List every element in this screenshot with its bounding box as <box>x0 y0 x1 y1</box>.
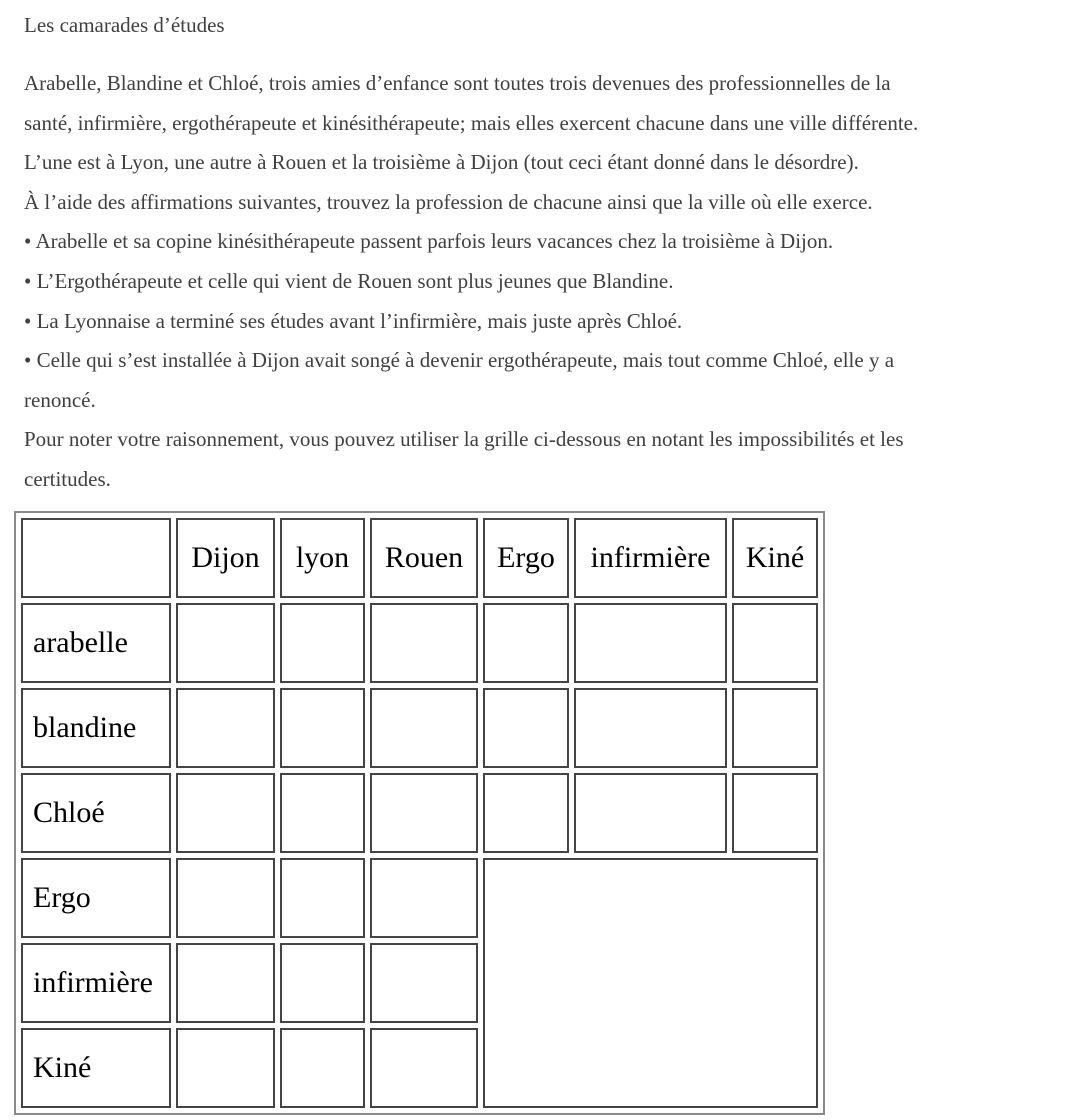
grid-row-chloe <box>21 773 818 853</box>
grid-cell[interactable] <box>732 603 818 683</box>
grid-row-ergo <box>21 858 818 938</box>
clue-3: • La Lyonnaise a terminé ses études avant l’infirmière, mais juste après Chloé. <box>24 308 683 333</box>
text-line: santé, infirmière, ergothérapeute et kinésithérapeute; mais elles exercent chacune dans une ville différente. <box>24 110 919 135</box>
row-header-chloe: Chloé <box>21 773 171 853</box>
grid-cell[interactable] <box>176 943 275 1023</box>
grid-cell[interactable] <box>574 773 727 853</box>
column-header-lyon: lyon <box>280 518 365 598</box>
grid-cell[interactable] <box>176 688 275 768</box>
grid-empty-block <box>483 858 818 1108</box>
row-header-kine: Kiné <box>21 1028 171 1108</box>
grid-cell[interactable] <box>574 688 727 768</box>
grid-cell[interactable] <box>176 858 275 938</box>
grid-cell[interactable] <box>280 943 365 1023</box>
grid-header-row <box>21 518 818 598</box>
page-title: Les camarades d’études <box>24 13 225 37</box>
grid-cell[interactable] <box>280 688 365 768</box>
grid-cell[interactable] <box>370 688 478 768</box>
row-header-ergo: Ergo <box>21 858 171 938</box>
grid-cell[interactable] <box>370 1028 478 1108</box>
grid-cell[interactable] <box>176 1028 275 1108</box>
grid-cell[interactable] <box>732 688 818 768</box>
grid-cell[interactable] <box>483 773 569 853</box>
row-header-blandine: blandine <box>21 688 171 768</box>
grid-row-arabelle <box>21 603 818 683</box>
clue-1: • Arabelle et sa copine kinésithérapeute passent parfois leurs vacances chez la troisième à Dijon. <box>24 229 834 254</box>
text-line: Arabelle, Blandine et Chloé, trois amies d’enfance sont toutes trois devenues des professionnelles de la <box>24 71 891 95</box>
grid-corner-cell <box>21 518 171 598</box>
grid-row-blandine <box>21 688 818 768</box>
grid-cell[interactable] <box>280 603 365 683</box>
column-header-ergo: Ergo <box>483 518 569 598</box>
column-header-infirmiere: infirmière <box>574 518 727 598</box>
grid-cell[interactable] <box>370 773 478 853</box>
clue-2: • L’Ergothérapeute et celle qui vient de Rouen sont plus jeunes que Blandine. <box>24 268 674 293</box>
column-header-rouen: Rouen <box>370 518 478 598</box>
text-line: L’une est à Lyon, une autre à Rouen et la troisième à Dijon (tout ceci étant donné dans le désordre). <box>24 150 859 175</box>
text-line: certitudes. <box>24 466 111 491</box>
logic-grid-container <box>14 511 825 1115</box>
grid-cell[interactable] <box>483 688 569 768</box>
grid-cell[interactable] <box>280 773 365 853</box>
grid-cell[interactable] <box>176 773 275 853</box>
grid-cell[interactable] <box>280 858 365 938</box>
grid-cell[interactable] <box>176 603 275 683</box>
grid-cell[interactable] <box>280 1028 365 1108</box>
grid-cell[interactable] <box>370 858 478 938</box>
column-header-dijon: Dijon <box>176 518 275 598</box>
grid-cell[interactable] <box>574 603 727 683</box>
clue-4: • Celle qui s’est installée à Dijon avait songé à devenir ergothérapeute, mais tout comme Chloé, elle y a <box>24 348 895 373</box>
puzzle-text <box>24 64 1064 500</box>
grid-cell[interactable] <box>370 943 478 1023</box>
grid-cell[interactable] <box>370 603 478 683</box>
column-header-kine: Kiné <box>732 518 818 598</box>
logic-grid <box>14 511 825 1115</box>
row-header-infirmiere: infirmière <box>21 943 171 1023</box>
clue-4-continued: renoncé. <box>24 387 96 412</box>
text-line: Pour noter votre raisonnement, vous pouvez utiliser la grille ci-dessous en notant les impossibilités et les <box>24 427 904 452</box>
row-header-arabelle: arabelle <box>21 603 171 683</box>
grid-cell[interactable] <box>732 773 818 853</box>
text-line: À l’aide des affirmations suivantes, trouvez la profession de chacune ainsi que la ville où elle exerce. <box>24 189 873 214</box>
grid-cell[interactable] <box>483 603 569 683</box>
